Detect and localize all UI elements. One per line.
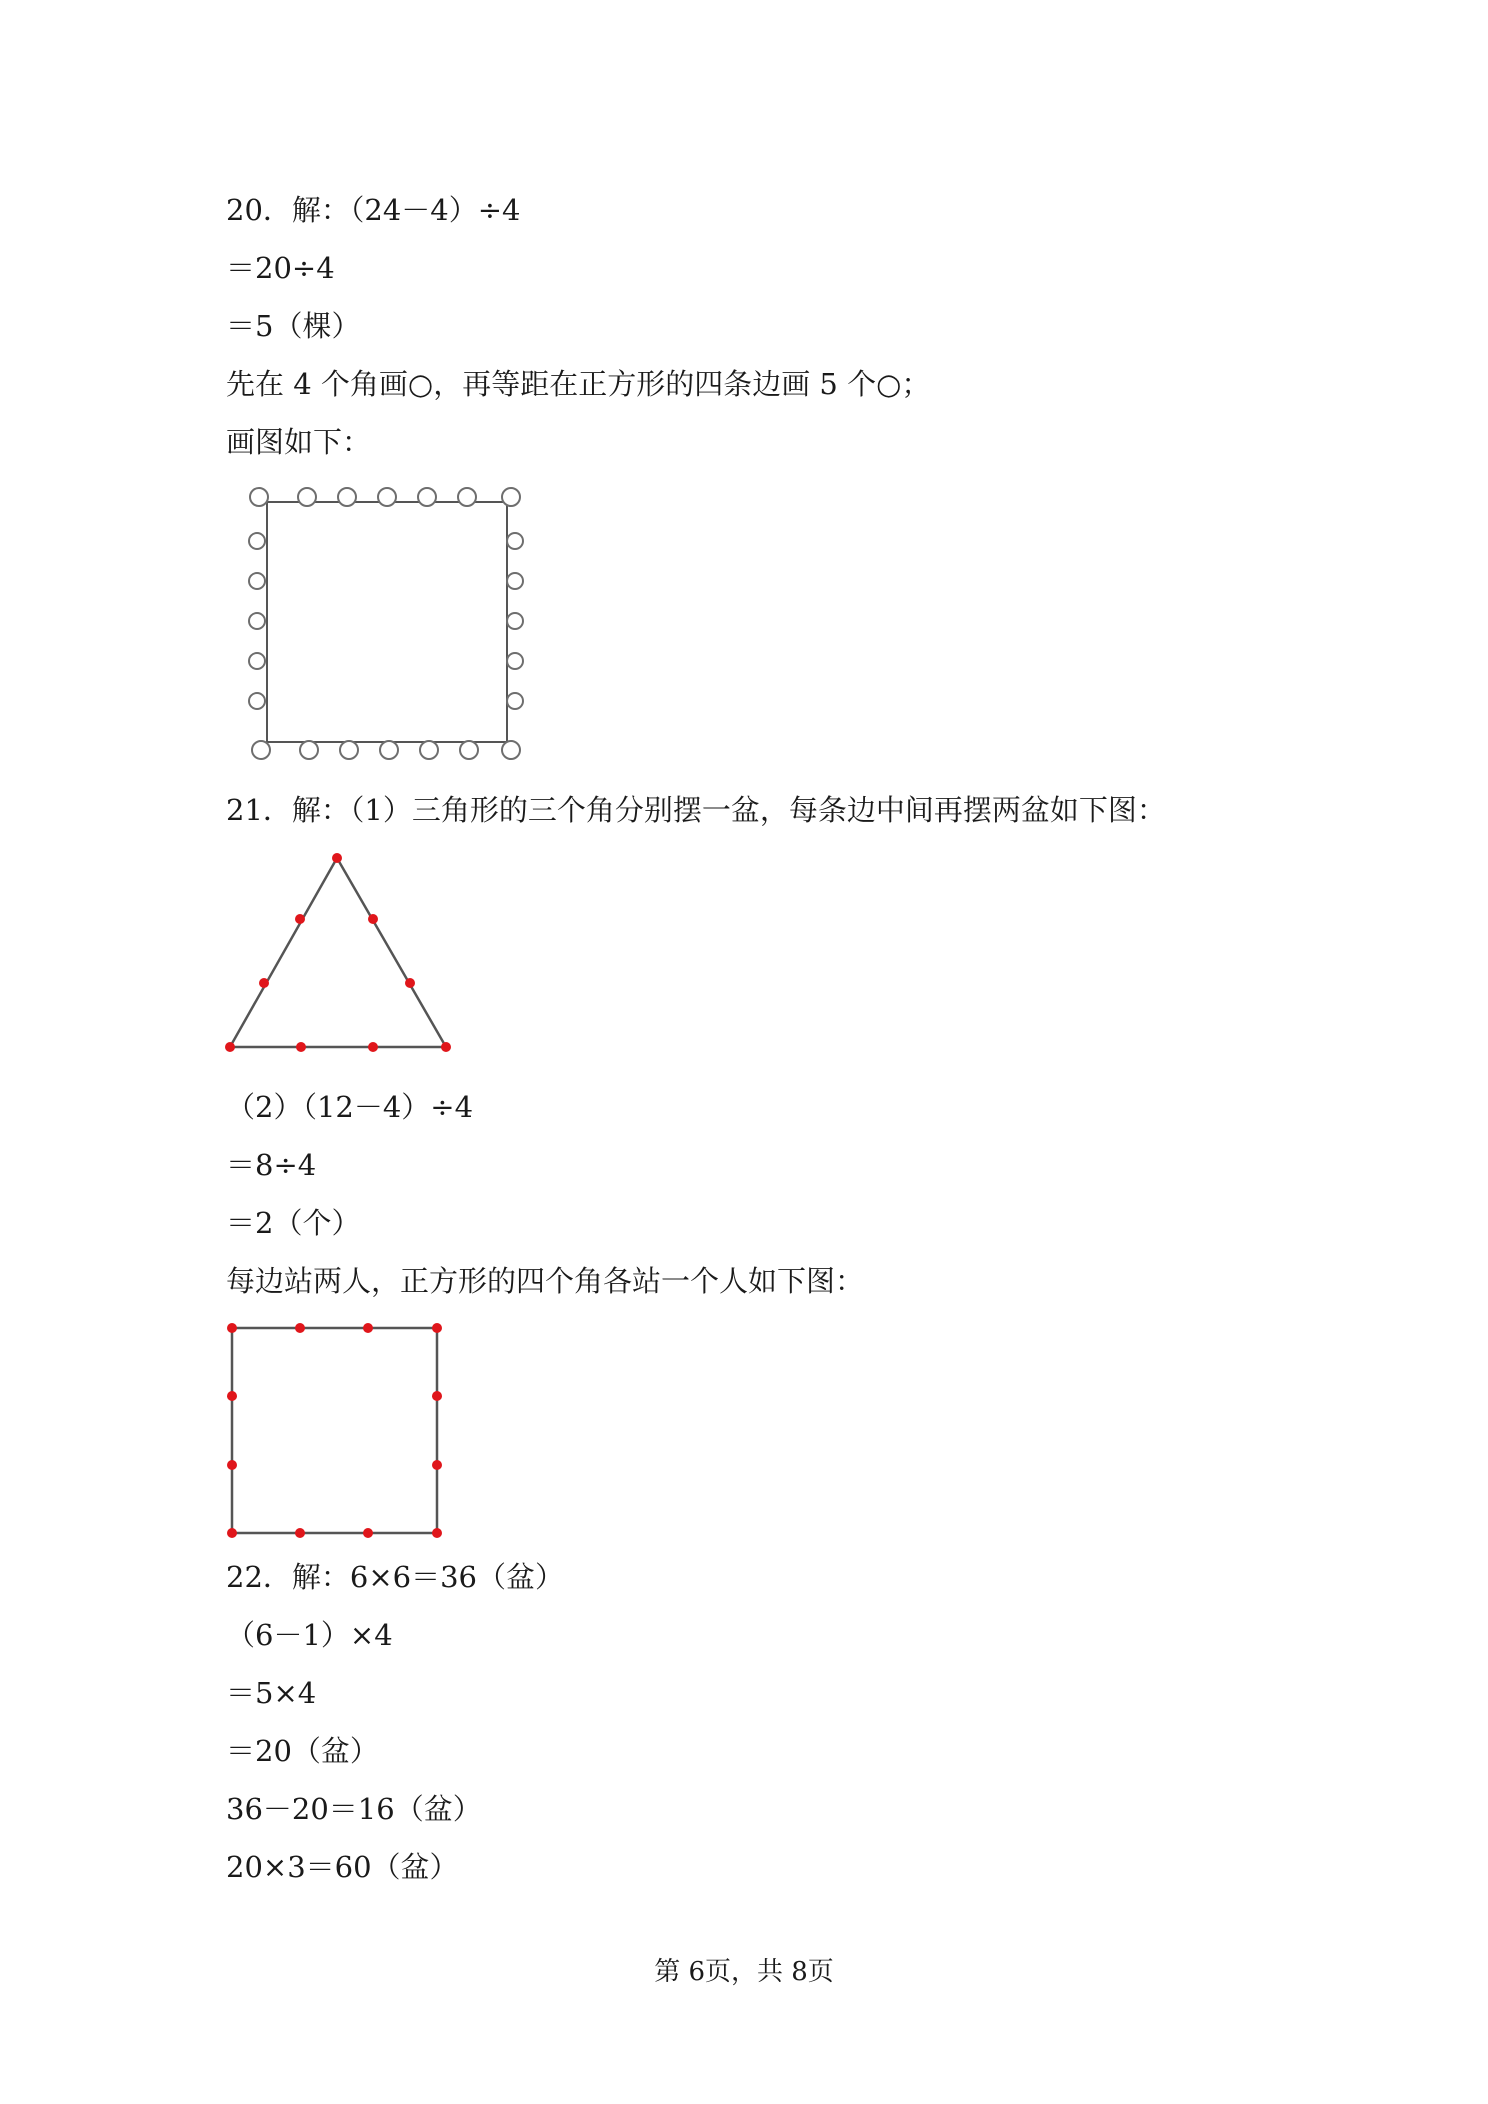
q20-line-4: 先在 4 个角画○，再等距在正方形的四条边画 5 个○；	[226, 367, 931, 401]
q22-line-1: 22．解：6×6＝36（盆）	[226, 1560, 565, 1594]
square-dots-outline	[232, 1328, 437, 1533]
square-with-circles-figure	[240, 480, 540, 770]
q22-line-3: ＝5×4	[226, 1676, 317, 1710]
q22-line-2: （6－1）×4	[226, 1618, 393, 1652]
page-number-footer: 第 6页，共 8页	[654, 1957, 834, 1987]
q20-line-1: 20．解：（24－4）÷4	[226, 193, 521, 227]
triangle-outline	[230, 858, 446, 1047]
q22-line-5: 36－20＝16（盆）	[226, 1792, 482, 1826]
q22-line-4: ＝20（盆）	[226, 1734, 379, 1768]
q21-line-1: 21．解：（1）三角形的三个角分别摆一盆，每条边中间再摆两盆如下图：	[226, 793, 1166, 827]
square-dots-figure	[220, 1318, 450, 1542]
q21-line-5: 每边站两人，正方形的四个角各站一个人如下图：	[226, 1264, 865, 1298]
q21-line-3: ＝8÷4	[226, 1148, 317, 1182]
square-outline	[267, 502, 507, 742]
bottom-circles	[252, 741, 520, 759]
right-circles	[507, 533, 523, 709]
q20-line-3: ＝5（棵）	[226, 309, 361, 343]
q21-line-2: （2）（12－4）÷4	[226, 1090, 474, 1124]
square-dots	[227, 1323, 442, 1538]
q22-line-6: 20×3＝60（盆）	[226, 1850, 459, 1884]
triangle-dots	[225, 853, 451, 1052]
q20-line-5: 画图如下：	[226, 425, 372, 459]
left-circles	[249, 533, 265, 709]
q21-line-4: ＝2（个）	[226, 1206, 361, 1240]
top-circles	[250, 488, 520, 506]
triangle-dots-figure	[220, 852, 460, 1062]
q20-line-2: ＝20÷4	[226, 251, 335, 285]
